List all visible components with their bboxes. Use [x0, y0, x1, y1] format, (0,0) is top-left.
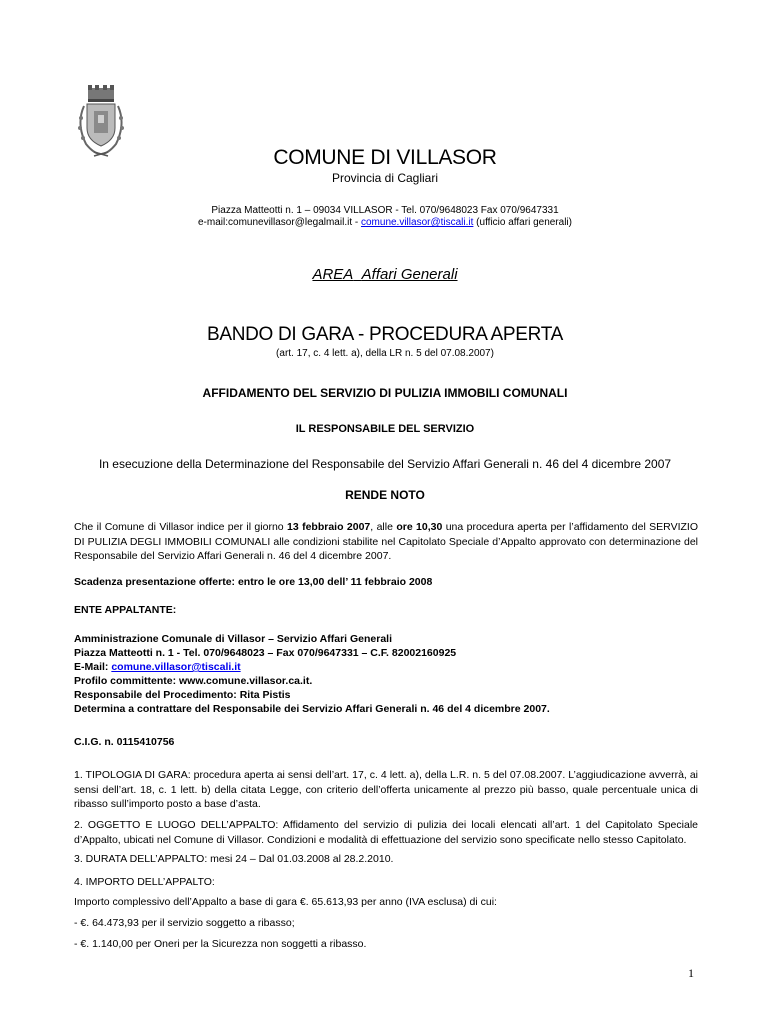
area-name: Affari Generali — [361, 266, 458, 283]
ribasso-line: - €. 64.473,93 per il servizio soggetto a ribasso; — [74, 917, 295, 929]
gara-time: ore 10,30 — [396, 521, 443, 533]
rup-line: Responsabile del Procedimento: Rita Pistis — [74, 689, 291, 701]
importo-line: Importo complessivo dell’Appalto a base di gara €. 65.613,93 per anno (IVA esclusa) di cui: — [74, 896, 497, 908]
area-heading — [0, 266, 770, 283]
section-2: 2. OGGETTO E LUOGO DELL’APPALTO: Affidamento del servizio di pulizia dei locali elencati all’art. 1 del Capitolato Speciale d’Appalto, ubicati nel Comune di Villasor. Condizioni e modalità di effettuazione del servizio sono specificate nello stesso Capitolato. — [74, 819, 698, 846]
intro-paragraph — [74, 520, 698, 564]
intro-text-3: una procedura aperta per l’affidamento del SERVIZIO DI PULIZIA DEGLI IMMOBILI COMUNALI alle condizioni stabilite nel Capitolato Speciale d’Appalto approvato con determinazione del Responsabile del Servizio Affari Generali n. 46 del 4 dicembre 2007. — [74, 521, 698, 562]
ente-email-line — [74, 661, 241, 673]
section-4: 4. IMPORTO DELL’APPALTO: — [74, 876, 215, 888]
ente-heading: ENTE APPALTANTE: — [74, 604, 177, 616]
scadenza-line: Scadenza presentazione offerte: entro le ore 13,00 dell’ 11 febbraio 2008 — [74, 576, 433, 588]
email-suffix: (ufficio affari generali) — [473, 217, 572, 228]
section-3: 3. DURATA DELL’APPALTO: mesi 24 – Dal 01.03.2008 al 28.2.2010. — [74, 853, 394, 865]
area-prefix: AREA — [312, 266, 354, 283]
bando-subtitle: (art. 17, c. 4 lett. a), della LR n. 5 del 07.08.2007) — [276, 348, 494, 359]
esecuzione-line: In esecuzione della Determinazione del Responsabile del Servizio Affari Generali n. 46 del 4 dicembre 2007 — [98, 457, 672, 471]
email-link[interactable]: comune.villasor@tiscali.it — [360, 217, 474, 228]
province-label: Provincia di Cagliari — [331, 171, 439, 185]
ente-line-2: Piazza Matteotti n. 1 - Tel. 070/9648023 – Fax 070/9647331 – C.F. 82002160925 — [74, 647, 457, 659]
gara-date: 13 febbraio 2007 — [287, 521, 371, 533]
address-line: Piazza Matteotti n. 1 – 09034 VILLASOR - Tel. 070/9648023 Fax 070/9647331 — [211, 205, 559, 216]
section-1: 1. TIPOLOGIA DI GARA: procedura aperta ai sensi dell’art. 17, c. 4 lett. a), della L.R. n. 5 del 07.08.2007. L’aggiudicazione avverrà, ai sensi dell’art. 18, c. 1 lett. b) della citata Legge, con criterio dell’offerta unicamente al prezzo più basso, quale percentuale unica di ribasso sull’importo posto a base d’asta. — [74, 769, 698, 810]
email-prefix: e-mail:comunevillasor@legalmail.it - — [198, 217, 361, 228]
affidamento-heading: AFFIDAMENTO DEL SERVIZIO DI PULIZIA IMMOBILI COMUNALI — [202, 386, 568, 400]
intro-text-2: , alle — [370, 521, 397, 533]
ente-email-link[interactable]: comune.villasor@tiscali.it — [111, 661, 241, 673]
page-number: 1 — [688, 966, 694, 980]
cig-line: C.I.G. n. 0115410756 — [74, 736, 175, 748]
ente-email-label: E-Mail: — [74, 661, 112, 673]
rende-noto-heading: RENDE NOTO — [345, 488, 425, 502]
intro-text-1: Che il Comune di Villasor indice per il giorno — [74, 521, 288, 533]
ente-line-1: Amministrazione Comunale di Villasor – Servizio Affari Generali — [74, 633, 393, 645]
determina-line: Determina a contrattare del Responsabile dei Servizio Affari Generali n. 46 del 4 dicembre 2007. — [74, 703, 550, 715]
bando-title: BANDO DI GARA - PROCEDURA APERTA — [206, 324, 564, 345]
responsabile-heading: IL RESPONSABILE DEL SERVIZIO — [295, 423, 475, 435]
profilo-line: Profilo committente: www.comune.villasor.ca.it. — [74, 675, 313, 687]
email-line — [0, 217, 770, 228]
municipality-title: COMUNE DI VILLASOR — [273, 146, 497, 169]
oneri-line: - €. 1.140,00 per Oneri per la Sicurezza non soggetti a ribasso. — [74, 938, 367, 950]
